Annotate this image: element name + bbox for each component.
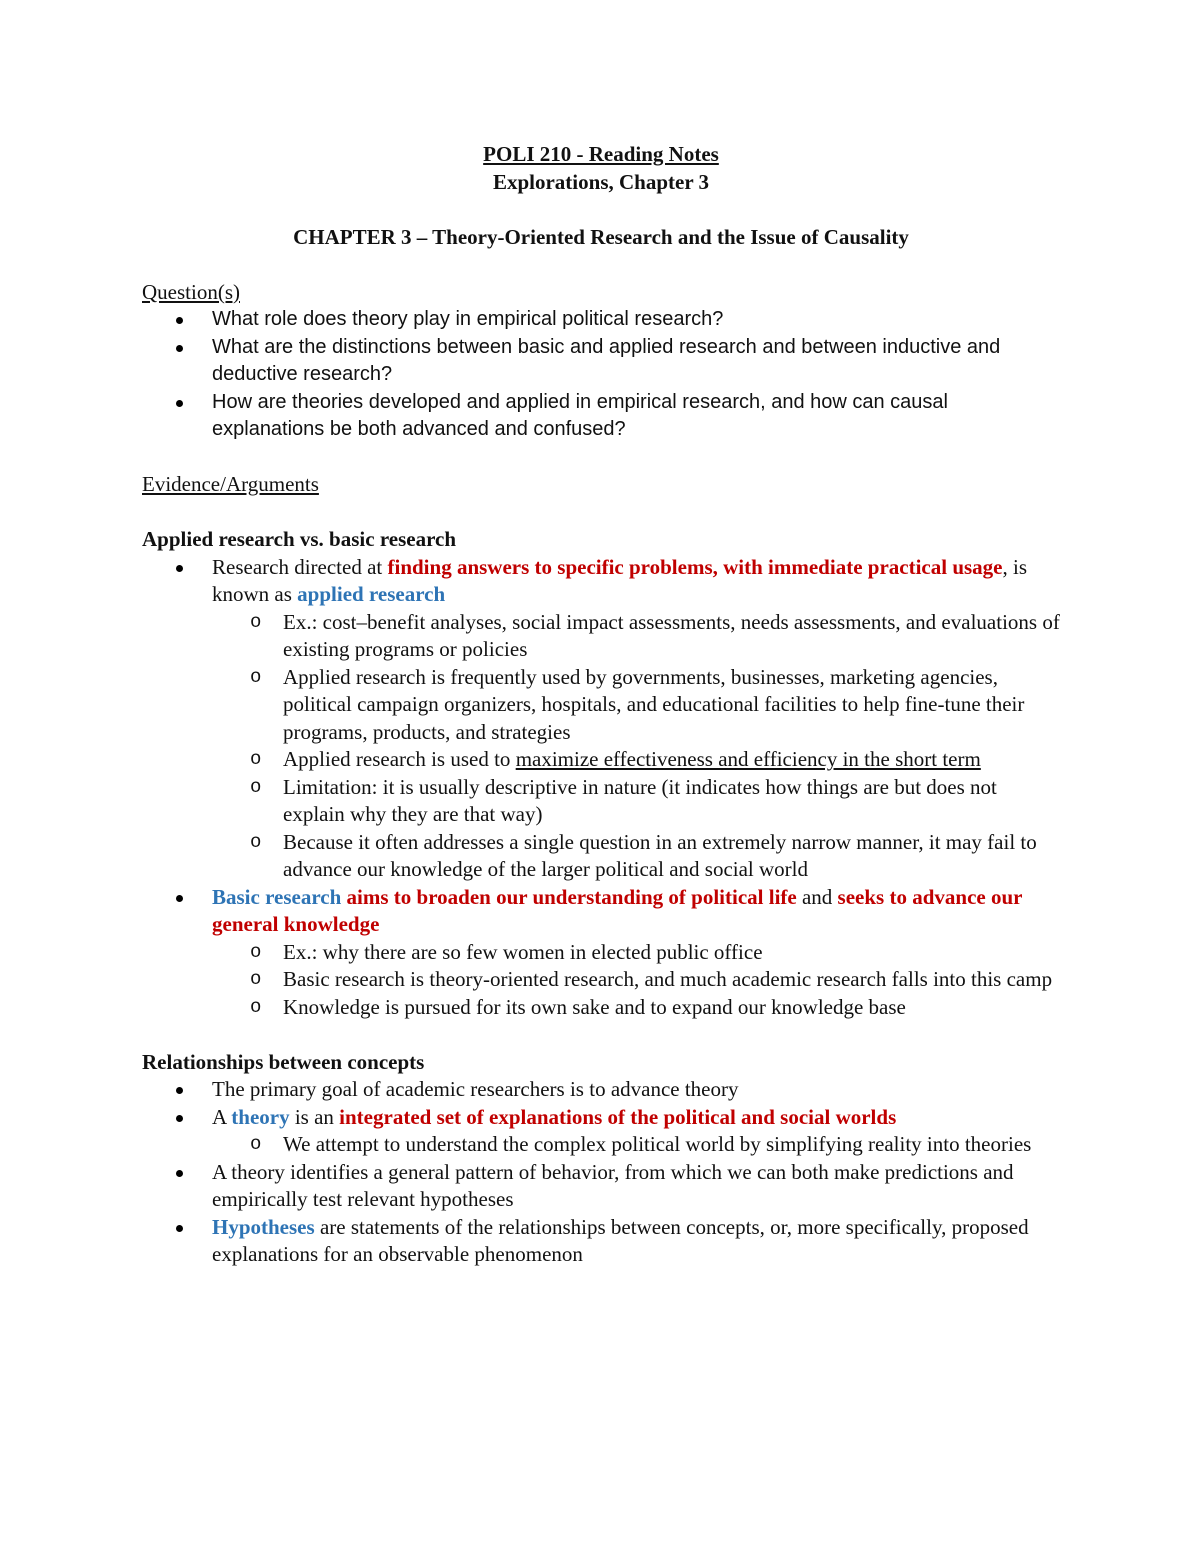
bullet-icon — [176, 895, 183, 902]
text-run: and — [796, 884, 838, 909]
sub-bullet-icon: o — [250, 610, 262, 633]
sub-bullet-icon: o — [250, 830, 262, 853]
chapter-heading: CHAPTER 3 – Theory-Oriented Research and the Issue of Causality — [293, 224, 909, 249]
sub-bullet-icon: o — [250, 748, 262, 770]
emphasis-text: integrated set of explanations of the political and social worlds — [339, 1104, 897, 1129]
document-body — [142, 141, 1060, 1269]
bullet-icon — [176, 1225, 183, 1232]
spacer — [142, 444, 1060, 472]
key-term: applied research — [297, 582, 446, 606]
bullet-icon — [176, 565, 183, 572]
sub-item-text: Limitation: it is usually descriptive in nature (it indicates how things are but does not explain why they are that way) — [283, 774, 997, 826]
key-term: Hypotheses — [212, 1214, 315, 1239]
spacer — [142, 499, 1060, 527]
question-item — [142, 334, 1060, 389]
sub-item-text: We attempt to understand the complex political world by simplifying reality into theories — [283, 1132, 1032, 1156]
text-run: Research directed at — [212, 554, 388, 579]
sub-bullet-icon: o — [250, 775, 262, 798]
questions-heading: Question(s) — [142, 279, 240, 304]
sub-list-item — [142, 994, 1060, 1022]
sub-item-text: Applied research is used to — [283, 747, 516, 771]
section-heading-applied-vs-basic: Applied research vs. basic research — [142, 527, 457, 551]
question-text: How are theories developed and applied in empirical research, and how can causal explanations be both advanced and confused? — [212, 390, 948, 440]
key-term: Basic research — [212, 884, 342, 909]
sub-bullet-icon: o — [250, 665, 262, 688]
document-title: POLI 210 - Reading Notes — [483, 142, 719, 166]
text-run: are statements of the relationships between concepts, or, more specifically, proposed explanations for an observable phenomenon — [212, 1214, 1029, 1266]
sub-item-text: Ex.: cost–benefit analyses, social impact assessments, needs assessments, and evaluations of existing programs or policies — [283, 609, 1060, 661]
bullet-icon — [176, 1115, 183, 1122]
bullet-icon — [176, 1170, 183, 1177]
sub-bullet-icon: o — [250, 968, 262, 990]
sub-item-text: Knowledge is pursued for its own sake and to expand our knowledge base — [283, 994, 906, 1019]
list-item-basic-research — [142, 884, 1060, 939]
bullet-icon — [176, 1087, 183, 1094]
section-heading-relationships: Relationships between concepts — [142, 1049, 425, 1074]
list-item — [142, 1076, 1060, 1104]
question-item — [142, 389, 1060, 444]
item-text: A theory identifies a general pattern of behavior, from which we can both make predictions and empirically test relevant hypotheses — [212, 1159, 1014, 1211]
question-text: What are the distinctions between basic and applied research and between inductive and deductive research? — [212, 335, 1001, 385]
spacer — [142, 251, 1060, 279]
bullet-icon — [176, 317, 183, 324]
text-run: , is known as — [212, 554, 1028, 606]
text-run: is an — [289, 1104, 340, 1129]
sub-item-text: Applied research is frequently used by governments, businesses, marketing agencies, political campaign organizers, hospitals, and educational facilities to help fine-tune their programs, products, and strategies — [283, 664, 1025, 744]
question-text: What role does theory play in empirical political research? — [212, 308, 724, 330]
bullet-icon — [176, 345, 183, 352]
list-item-hypotheses — [142, 1214, 1060, 1269]
list-item — [142, 1159, 1060, 1214]
sub-item-text: Because it often addresses a single question in an extremely narrow manner, it may fail to advance our knowledge of the larger political and social world — [283, 829, 1037, 881]
sub-bullet-icon: o — [250, 995, 262, 1018]
sub-list-item — [142, 664, 1060, 747]
sub-list-item — [142, 746, 1060, 774]
question-item — [142, 306, 1060, 334]
sub-list-item — [142, 966, 1060, 994]
bullet-icon — [176, 400, 183, 407]
emphasis-text: seeks to advance our general knowledge — [212, 884, 1023, 936]
sub-item-text: Basic research is theory-oriented research, and much academic research falls into this camp — [283, 967, 1053, 991]
text-run: A — [212, 1104, 232, 1129]
sub-list-item — [142, 829, 1060, 884]
sub-bullet-icon: o — [250, 940, 262, 963]
emphasis-text: aims to broaden our understanding of political life — [346, 884, 797, 909]
evidence-heading: Evidence/Arguments — [142, 472, 319, 496]
underlined-text: maximize effectiveness and efficiency in the short term — [515, 747, 981, 771]
spacer — [142, 1021, 1060, 1049]
sub-list-item — [142, 1131, 1060, 1159]
sub-list-item — [142, 774, 1060, 829]
list-item-applied-research — [142, 554, 1060, 609]
sub-list-item — [142, 609, 1060, 664]
sub-item-text: Ex.: why there are so few women in elected public office — [283, 939, 763, 964]
emphasis-text: finding answers to specific problems, with immediate practical usage — [387, 554, 1003, 579]
document-subtitle: Explorations, Chapter 3 — [492, 169, 710, 194]
sub-bullet-icon: o — [250, 1133, 262, 1155]
item-text: The primary goal of academic researchers is to advance theory — [212, 1077, 739, 1101]
key-term: theory — [231, 1104, 290, 1129]
list-item-theory — [142, 1104, 1060, 1132]
sub-list-item — [142, 939, 1060, 967]
spacer — [142, 196, 1060, 224]
